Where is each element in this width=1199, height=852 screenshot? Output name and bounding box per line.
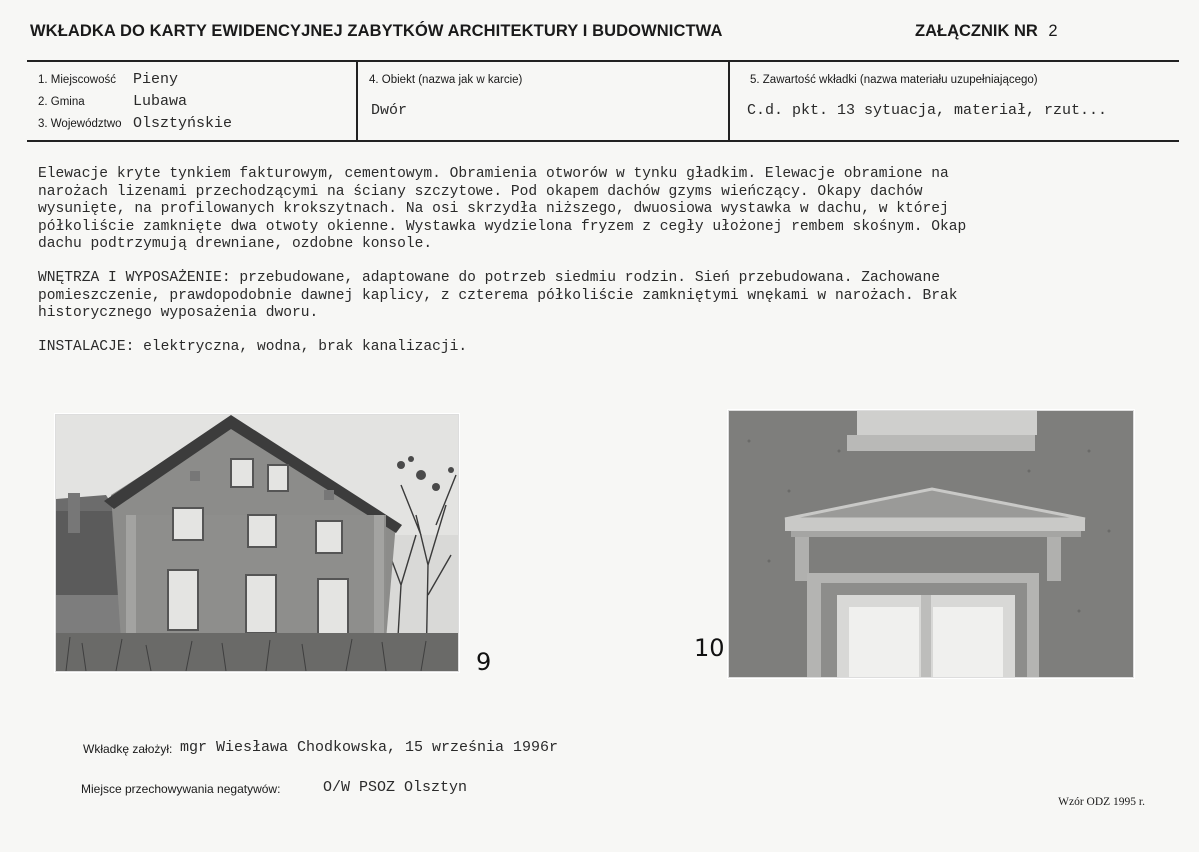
province-label: 3. Województwo: [38, 118, 122, 130]
attachment-number: [915, 22, 1058, 41]
window-pediment-illustration: [729, 411, 1133, 677]
negatives-value: O/W PSOZ Olsztyn: [323, 779, 468, 796]
province-value: Olsztyńskie: [133, 115, 233, 132]
form-title: WKŁADKA DO KARTY EWIDENCYJNEJ ZABYTKÓW ARCHITEKTURY I BUDOWNICTWA: [30, 22, 723, 40]
locality-value: Pieny: [133, 71, 179, 88]
contents-label: 5. Zawartość wkładki (nazwa materiału uzupełniającego): [750, 74, 1038, 86]
locality-label: 1. Miejscowość: [38, 74, 116, 86]
photo-number-9: 9: [476, 648, 492, 676]
description-interiors: WNĘTRZA I WYPOSAŻENIE: przebudowane, adaptowane do potrzeb siedmiu rodzin. Sień przebudowana. Zachowane pomieszczenie, prawdopodobnie dawnej kaplicy, z czterema półkoliście zamkniętymi wnękami w narożach. Brak historycznego wyposażenia dworu.: [38, 269, 958, 322]
photo-number-10: 10: [694, 634, 725, 662]
commune-value: Lubawa: [133, 93, 188, 110]
table-divider-1: [356, 60, 358, 141]
form-template-label: Wzór ODZ 1995 r.: [1058, 796, 1145, 808]
photo-window-pediment: [728, 410, 1134, 678]
commune-label: 2. Gmina: [38, 96, 85, 108]
photo-manor-house: [55, 414, 459, 672]
table-bottom-border: [27, 140, 1179, 142]
table-top-border: [27, 60, 1179, 62]
contents-value: C.d. pkt. 13 sytuacja, materiał, rzut...: [747, 102, 1108, 119]
author-label: Wkładkę założył:: [83, 742, 173, 756]
attachment-label: ZAŁĄCZNIK NR: [915, 22, 1038, 40]
manor-house-illustration: [56, 415, 458, 671]
object-value: Dwór: [371, 102, 408, 119]
description-elevations: Elewacje kryte tynkiem fakturowym, cementowym. Obramienia otworów w tynku gładkim. Elewacje obramione na narożach lizenami przechodzącymi na ściany szczytowe. Pod okapem dachów gzyms wieńczący. Okapy dachów wysunięte, na profilowanych krokszytnach. Na osi skrzydła niższego, dwuosiowa wystawka w dachu, w której półkoliście zamknięte dwa otwoty okienne. Wystawka wydzielona fryzem z cegły ułożonej rembem skośnym. Okap dachu podtrzymują drewniane, ozdobne konsole.: [38, 166, 967, 253]
negatives-label: Miejsce przechowywania negatywów:: [81, 782, 281, 796]
description-text: [38, 166, 1158, 372]
attachment-value: 2: [1048, 22, 1058, 40]
table-divider-2: [728, 60, 730, 141]
description-installations: INSTALACJE: elektryczna, wodna, brak kanalizacji.: [38, 338, 468, 355]
author-value: mgr Wiesława Chodkowska, 15 września 1996r: [180, 739, 559, 756]
object-label: 4. Obiekt (nazwa jak w karcie): [369, 74, 523, 86]
